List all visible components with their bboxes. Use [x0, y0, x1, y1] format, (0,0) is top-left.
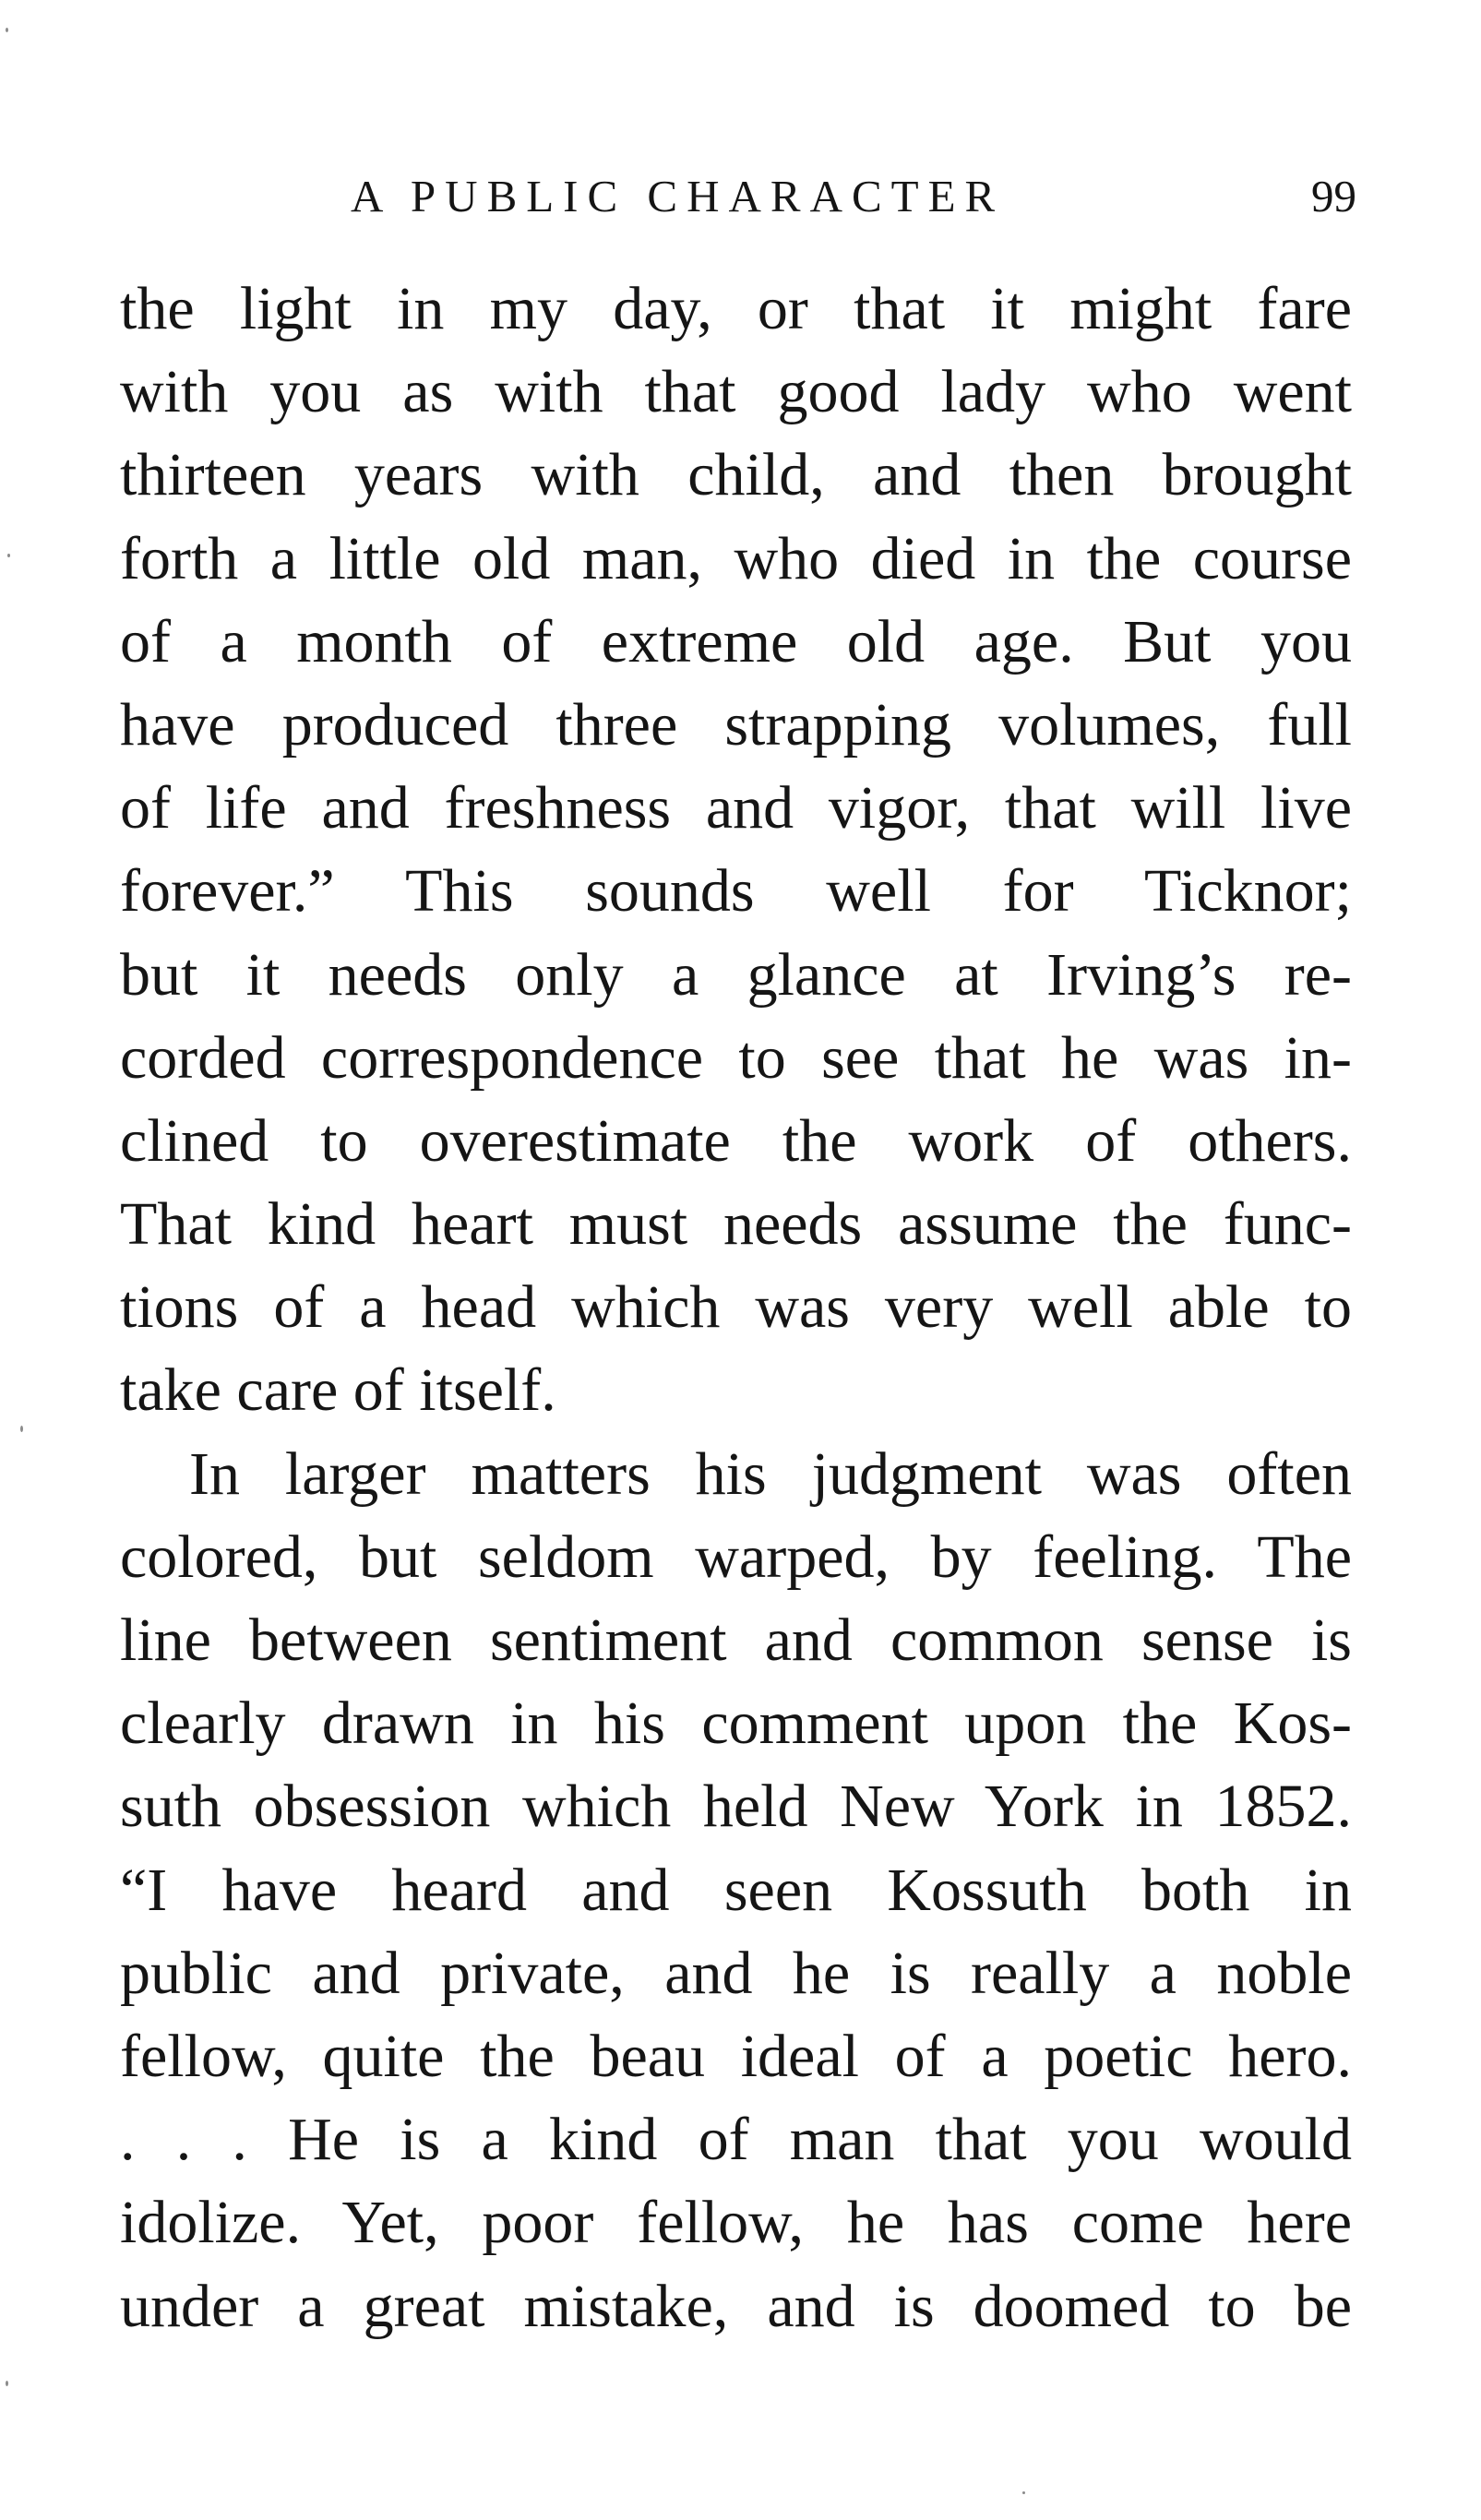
- text-line: corded correspondence to see that he was in-: [120, 1023, 1352, 1092]
- text-line: . . . He is a kind of man that you would: [120, 2106, 1352, 2174]
- text-line: the light in my day, or that it might fare: [120, 275, 1352, 342]
- text-line: have produced three strapping volumes, full: [120, 690, 1352, 758]
- body-text: [120, 268, 1352, 2348]
- text-line: public and private, and he is really a noble: [120, 1939, 1352, 2007]
- paragraph-end-line: take care of itself.: [120, 1356, 556, 1425]
- text-line: forth a little old man, who died in the course: [120, 524, 1352, 592]
- text-line: clined to overestimate the work of others.: [120, 1106, 1352, 1175]
- paper-speck: [6, 28, 8, 32]
- text-line: forever.” This sounds well for Ticknor;: [120, 857, 1352, 926]
- text-line: “I have heard and seen Kossuth both in: [120, 1856, 1352, 1924]
- running-head: [351, 164, 1356, 229]
- running-title: A PUBLIC CHARACTER: [351, 171, 1005, 221]
- page-number: 99: [1311, 171, 1356, 221]
- text-line: under a great mistake, and is doomed to be: [120, 2272, 1352, 2340]
- text-line: tions of a head which was very well able to: [120, 1273, 1352, 1342]
- paper-speck: [1022, 2491, 1025, 2494]
- text-line: idolize. Yet, poor fellow, he has come here: [120, 2189, 1352, 2257]
- paper-speck: [6, 2381, 8, 2386]
- text-line: of life and freshness and vigor, that will live: [120, 774, 1352, 842]
- text-line: colored, but seldom warped, by feeling. The: [120, 1523, 1352, 1591]
- paper-speck: [20, 1426, 23, 1432]
- text-line: but it needs only a glance at Irving’s re-: [120, 940, 1352, 1009]
- paragraph-start-line: In larger matters his judgment was often: [189, 1439, 1352, 1508]
- text-line: That kind heart must needs assume the func-: [120, 1190, 1352, 1259]
- text-line: clearly drawn in his comment upon the Kos-: [120, 1690, 1352, 1758]
- text-line: suth obsession which held New York in 1852.: [120, 1773, 1352, 1841]
- text-line: fellow, quite the beau ideal of a poetic hero.: [120, 2022, 1352, 2090]
- paper-speck: [7, 554, 10, 557]
- text-line: line between sentiment and common sense is: [120, 1606, 1352, 1674]
- text-line: of a month of extreme old age. But you: [120, 607, 1352, 675]
- text-line: thirteen years with child, and then brought: [120, 441, 1352, 509]
- text-line: with you as with that good lady who went: [120, 358, 1352, 426]
